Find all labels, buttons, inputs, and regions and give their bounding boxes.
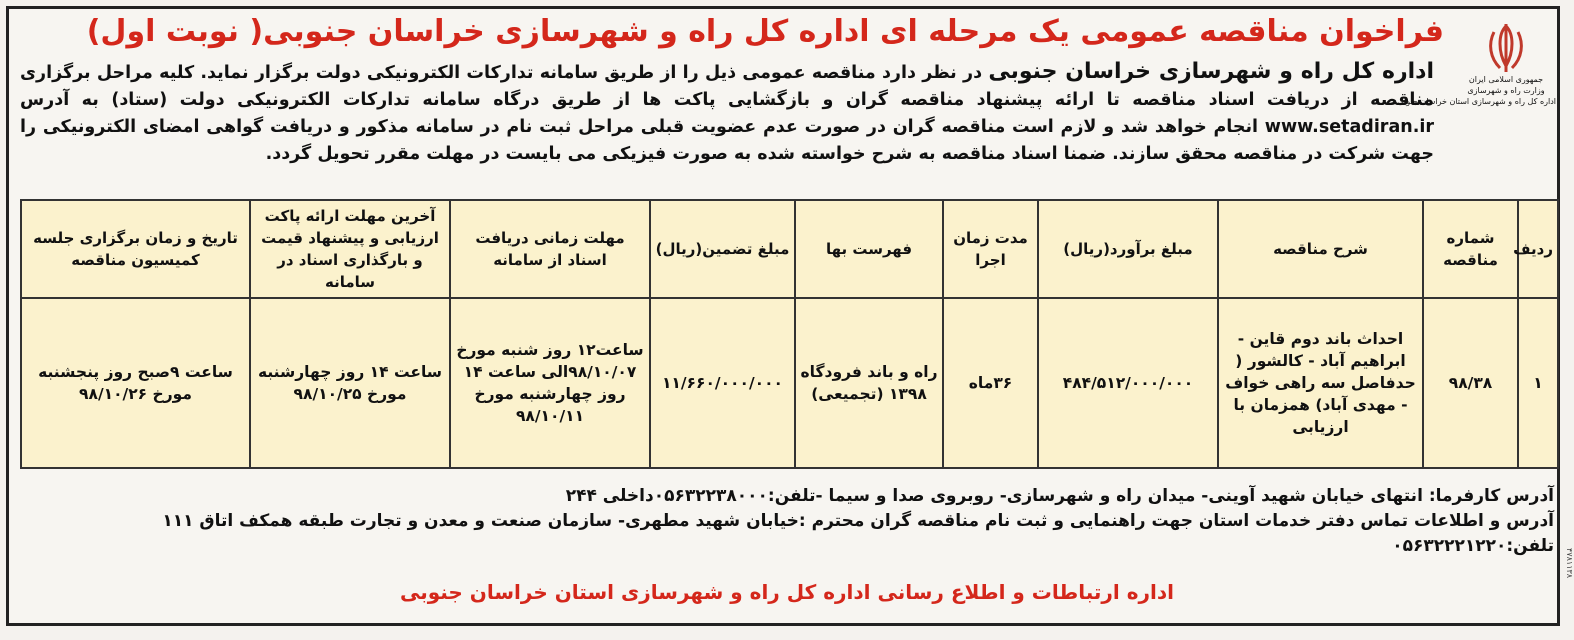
header-guarantee: مبلغ تضمین(ریال)	[650, 200, 795, 298]
header-doc-deadline: مهلت زمانی دریافت اسناد از سامانه	[450, 200, 650, 298]
table-header-row	[21, 200, 1558, 298]
cell-tender-number: ۹۸/۳۸	[1423, 298, 1518, 468]
office-phone: تلفن:۰۵۶۳۲۲۲۱۲۲۰	[1392, 536, 1554, 556]
cell-description: احداث باند دوم قاین - ابراهیم آباد - کالشور ( حدفاصل سه راهی خواف - مهدی آباد) همزمان با ارزیابی	[1218, 298, 1423, 468]
logo-line-1: جمهوری اسلامی ایران	[1468, 75, 1544, 84]
closing-signature: اداره ارتباطات و اطلاع رسانی اداره کل راه و شهرسازی استان خراسان جنوبی	[399, 580, 1175, 604]
cell-estimate: ۴۸۴/۵۱۲/۰۰۰/۰۰۰	[1038, 298, 1218, 468]
intro-org: اداره کل راه و شهرسازی خراسان جنوبی	[988, 59, 1435, 84]
header-submission-deadline: آخرین مهلت ارائه پاکت ارزیابی و پیشنهاد قیمت و بارگذاری اسناد در سامانه	[250, 200, 450, 298]
contact-footer	[20, 484, 1554, 559]
table-row	[21, 298, 1558, 468]
header-commission-date: تاریخ و زمان برگزاری جلسه کمیسیون مناقصه	[21, 200, 250, 298]
side-code: ۴۷۸۱۱۳۸	[1565, 548, 1574, 579]
ministry-logo	[1397, 22, 1556, 134]
ad-title: فراخوان مناقصه عمومی یک مرحله ای اداره کل راه و شهرسازی خراسان جنوبی( نوبت اول)	[86, 14, 1444, 49]
intro-paragraph	[20, 58, 1434, 168]
cell-guarantee: ۱۱/۶۶۰/۰۰۰/۰۰۰	[650, 298, 795, 468]
header-description: شرح مناقصه	[1218, 200, 1423, 298]
intro-text: در نظر دارد مناقصه عمومی ذیل را از طریق سامانه تدارکات الکترونیکی دولت برگزار نماید. کلیه مراحل برگزاری مناقصه از دریافت اسناد مناقصه تا ارائه پیشنهاد مناقصه گران و بازگشایی پاکت ها از طریق درگاه سامانه تدارکات الکترونیکی دولت (ستاد) به آدرس www.setadiran.ir انجام خواهد شد و لازم است مناقصه گران در صورت عدم عضویت قبلی مراحل ثبت نام در سامانه مذکور و دریافت گواهی امضای الکترونیکی را جهت شرکت در مناقصه محقق سازند. ضمنا اسناد مناقصه به شرح خواسته شده به صورت فیزیکی می بایست در مهلت مقرر تحویل گردد.	[20, 63, 1434, 164]
header-price-list: فهرست بها	[795, 200, 943, 298]
logo-line-3: اداره کل راه و شهرسازی استان خراسان جنوبی	[1397, 97, 1556, 106]
header-duration: مدت زمان اجرا	[943, 200, 1038, 298]
cell-submission-deadline: ساعت ۱۴ روز چهارشنبه مورخ ۹۸/۱۰/۲۵	[250, 298, 450, 468]
tender-table	[20, 199, 1559, 469]
cell-commission-date: ساعت ۹صبح روز پنجشنبه مورخ ۹۸/۱۰/۲۶	[21, 298, 250, 468]
header-tender-number: شماره مناقصه	[1423, 200, 1518, 298]
office-address: آدرس و اطلاعات تماس دفتر خدمات استان جهت راهنمایی و ثبت نام مناقصه گران محترم :خیابان شهید مطهری- سازمان صنعت و معدن و تجارت طبقه همکف اتاق ۱۱۱	[162, 511, 1554, 531]
header-row-number: ردیف	[1518, 200, 1558, 298]
cell-row-number: ۱	[1518, 298, 1558, 468]
logo-line-2: وزارت راه و شهرسازی	[1467, 86, 1545, 95]
cell-doc-deadline: ساعت۱۲ روز شنبه مورخ ۹۸/۱۰/۰۷الی ساعت ۱۴ روز چهارشنبه مورخ ۹۸/۱۰/۱۱	[450, 298, 650, 468]
cell-duration: ۳۶ماه	[943, 298, 1038, 468]
cell-price-list: راه و باند فرودگاه ۱۳۹۸ (تجمیعی)	[795, 298, 943, 468]
header-estimate: مبلغ برآورد(ریال)	[1038, 200, 1218, 298]
iran-emblem-icon	[1484, 22, 1528, 74]
employer-address: آدرس کارفرما: انتهای خیابان شهید آوینی- میدان راه و شهرسازی- روبروی صدا و سیما -تلفن:۰۵۶۳۲۲۳۸۰۰۰داخلی ۲۴۴	[565, 486, 1554, 506]
